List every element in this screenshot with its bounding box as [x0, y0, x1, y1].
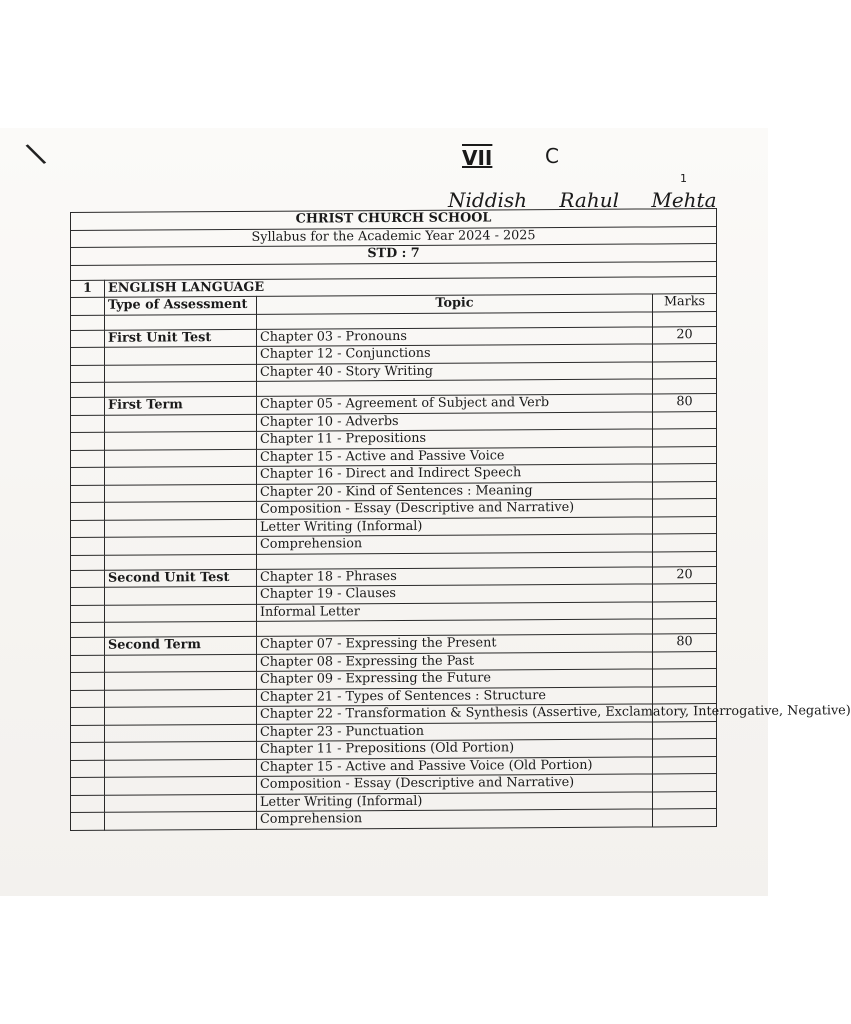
topic-cell: Chapter 40 - Story Writing: [257, 361, 653, 381]
marks-cell: [653, 651, 717, 669]
assessment-type: [105, 724, 257, 742]
empty-cell: [653, 311, 717, 326]
assessment-type: [105, 536, 257, 554]
assessment-type: [105, 776, 257, 794]
marks-cell: [653, 499, 717, 517]
page-mark: 1: [680, 172, 687, 185]
handwritten-class: VII: [462, 146, 493, 170]
marks-cell: [653, 361, 717, 379]
assessment-type: [105, 706, 257, 724]
assessment-type: [105, 449, 257, 467]
empty-cell: [71, 315, 105, 330]
pen-mark: \: [22, 136, 51, 174]
marks-cell: [653, 686, 717, 704]
topic-cell: Chapter 09 - Expressing the Future: [257, 669, 653, 689]
marks-cell: 80: [653, 394, 717, 412]
assessment-type: First Term: [105, 396, 257, 414]
assessment-type: [105, 689, 257, 707]
empty-cell: [71, 415, 105, 433]
topic-cell: Informal Letter: [257, 601, 653, 621]
empty-cell: [71, 397, 105, 415]
assessment-type: [105, 466, 257, 484]
empty-cell: [105, 621, 257, 637]
topic-cell: Chapter 16 - Direct and Indirect Speech: [257, 464, 653, 484]
empty-cell: [653, 619, 717, 634]
assessment-type: [105, 501, 257, 519]
marks-cell: [653, 756, 717, 774]
marks-cell: [653, 534, 717, 552]
column-header-marks: Marks: [653, 294, 717, 312]
topic-cell: Comprehension: [257, 534, 653, 554]
topic-cell: Chapter 22 - Transformation & Synthesis (Assertive, Exclamatory, Interrogative, Negative): [257, 704, 653, 724]
topic-cell: Chapter 07 - Expressing the Present: [257, 634, 653, 654]
topic-cell: Chapter 15 - Active and Passive Voice (Old Portion): [257, 756, 653, 776]
table-row: [71, 809, 717, 830]
empty-cell: [71, 382, 105, 397]
topic-cell: Composition - Essay (Descriptive and Narrative): [257, 774, 653, 794]
empty-cell: [71, 297, 105, 315]
marks-cell: [653, 809, 717, 827]
handwritten-division: C: [545, 144, 559, 168]
empty-cell: [71, 707, 105, 725]
empty-cell: [71, 622, 105, 637]
empty-cell: [105, 554, 257, 570]
assessment-type: [105, 759, 257, 777]
empty-cell: [653, 379, 717, 394]
assessment-type: [105, 604, 257, 622]
marks-cell: [653, 481, 717, 499]
assessment-type: [105, 794, 257, 812]
empty-cell: [71, 555, 105, 570]
assessment-type: [105, 811, 257, 829]
empty-cell: [71, 432, 105, 450]
empty-cell: [71, 485, 105, 503]
empty-cell: [71, 725, 105, 743]
empty-cell: [71, 760, 105, 778]
empty-cell: [71, 637, 105, 655]
marks-cell: 20: [653, 326, 717, 344]
scanned-page: [0, 128, 851, 896]
syllabus-table: [70, 208, 851, 830]
topic-cell: Letter Writing (Informal): [257, 791, 653, 811]
syllabus-title: Syllabus for the Academic Year 2024 - 2025: [71, 226, 717, 247]
assessment-type: [105, 431, 257, 449]
marks-cell: 80: [653, 634, 717, 652]
assessment-type: [105, 519, 257, 537]
empty-cell: [105, 381, 257, 397]
empty-cell: [71, 795, 105, 813]
standard-label: STD : 7: [71, 244, 717, 265]
topic-cell: Chapter 08 - Expressing the Past: [257, 651, 653, 671]
topic-cell: Chapter 21 - Types of Sentences : Structure: [257, 686, 653, 706]
topic-cell: Chapter 10 - Adverbs: [257, 411, 653, 431]
assessment-type: First Unit Test: [105, 329, 257, 347]
empty-cell: [71, 690, 105, 708]
topic-cell: Letter Writing (Informal): [257, 516, 653, 536]
topic-cell: Chapter 19 - Clauses: [257, 584, 653, 604]
school-name: CHRIST CHURCH SCHOOL: [71, 209, 717, 230]
assessment-type: [105, 654, 257, 672]
marks-cell: [653, 429, 717, 447]
empty-cell: [71, 365, 105, 383]
topic-cell: Comprehension: [257, 809, 653, 829]
marks-cell: [653, 601, 717, 619]
assessment-type: Second Unit Test: [105, 569, 257, 587]
empty-cell: [71, 450, 105, 468]
column-header-topic: Topic: [257, 294, 653, 314]
marks-cell: [653, 344, 717, 362]
topic-cell: Chapter 23 - Punctuation: [257, 721, 653, 741]
empty-cell: [71, 742, 105, 760]
empty-cell: [71, 777, 105, 795]
topic-cell: Chapter 11 - Prepositions: [257, 429, 653, 449]
handwritten-student-name: Niddish Rahul Mehta: [448, 188, 717, 212]
topic-cell: Chapter 12 - Conjunctions: [257, 344, 653, 364]
assessment-type: Second Term: [105, 636, 257, 654]
marks-cell: [653, 464, 717, 482]
marks-cell: [653, 446, 717, 464]
assessment-type: [105, 586, 257, 604]
empty-cell: [71, 520, 105, 538]
empty-cell: [71, 570, 105, 588]
empty-cell: [71, 672, 105, 690]
empty-cell: [653, 551, 717, 566]
marks-cell: [653, 721, 717, 739]
topic-cell: Chapter 15 - Active and Passive Voice: [257, 446, 653, 466]
empty-cell: [71, 502, 105, 520]
marks-cell: [653, 584, 717, 602]
subject-name: ENGLISH LANGUAGE: [105, 276, 717, 297]
marks-cell: [653, 739, 717, 757]
marks-cell: 20: [653, 566, 717, 584]
assessment-type: [105, 741, 257, 759]
assessment-type: [105, 671, 257, 689]
empty-cell: [71, 655, 105, 673]
assessment-type: [105, 346, 257, 364]
topic-cell: Chapter 03 - Pronouns: [257, 326, 653, 346]
topic-cell: Chapter 18 - Phrases: [257, 566, 653, 586]
assessment-type: [105, 484, 257, 502]
column-header-assessment: Type of Assessment: [105, 296, 257, 314]
empty-cell: [71, 812, 105, 830]
assessment-type: [105, 364, 257, 382]
topic-cell: Chapter 11 - Prepositions (Old Portion): [257, 739, 653, 759]
topic-cell: Chapter 20 - Kind of Sentences : Meaning: [257, 481, 653, 501]
topic-cell: Composition - Essay (Descriptive and Narrative): [257, 499, 653, 519]
marks-cell: [653, 411, 717, 429]
empty-cell: [71, 587, 105, 605]
empty-cell: [71, 467, 105, 485]
empty-cell: [71, 347, 105, 365]
marks-cell: [653, 669, 717, 687]
empty-cell: [71, 537, 105, 555]
empty-cell: [71, 605, 105, 623]
marks-cell: [653, 774, 717, 792]
assessment-type: [105, 414, 257, 432]
subject-number: 1: [71, 280, 105, 298]
empty-cell: [105, 314, 257, 330]
topic-cell: Chapter 05 - Agreement of Subject and Verb: [257, 394, 653, 414]
marks-cell: [653, 791, 717, 809]
empty-cell: [71, 330, 105, 348]
marks-cell: [653, 516, 717, 534]
